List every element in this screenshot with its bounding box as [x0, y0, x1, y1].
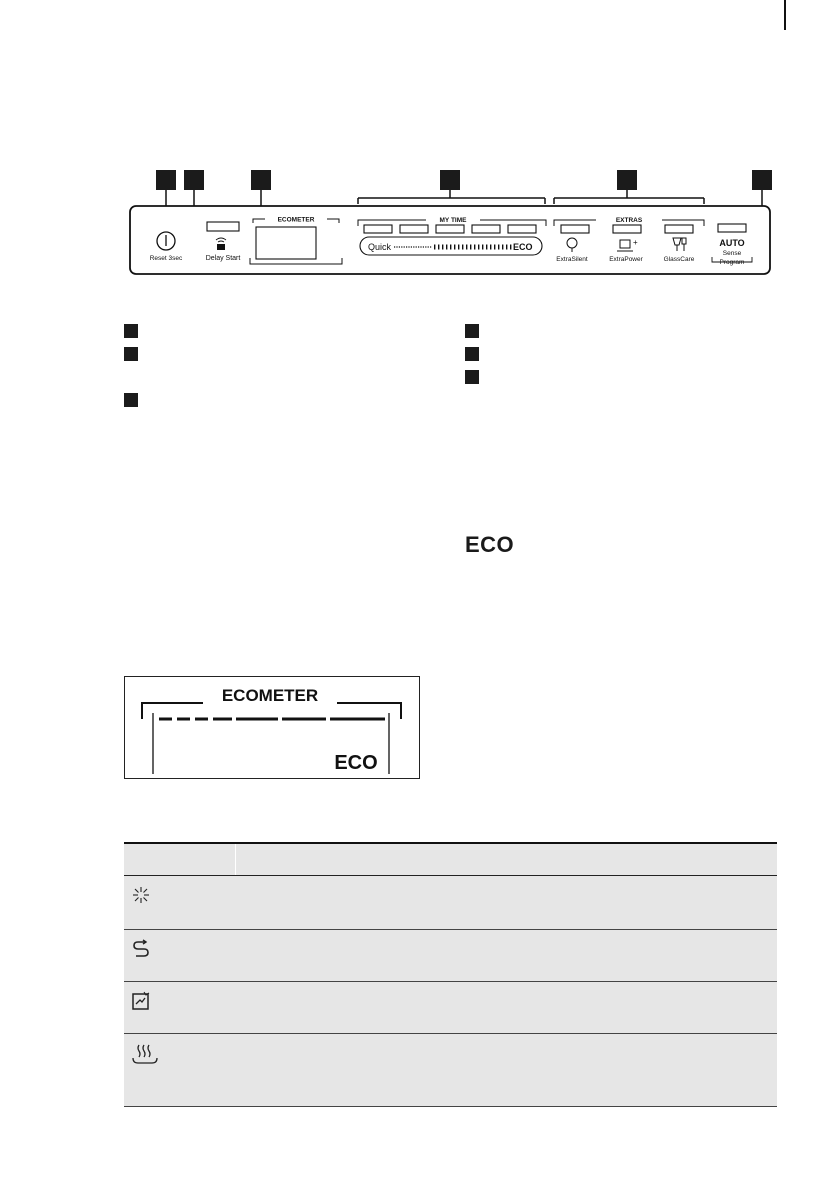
table-row [124, 982, 777, 1034]
reset-label: Reset 3sec [149, 255, 183, 262]
legend-marker-4 [465, 324, 479, 338]
extrasilent-label: ExtraSilent [556, 256, 588, 263]
rinse-aid-icon [130, 938, 152, 960]
callout-marker-5 [617, 170, 637, 190]
delay-start-icon [217, 244, 225, 250]
program-label: Program [719, 259, 745, 266]
drying-heat-icon [130, 1042, 160, 1066]
ecometer-panel-label: ECOMETER [277, 216, 315, 224]
table-row [124, 876, 777, 930]
callout-marker-2 [184, 170, 204, 190]
extrapower-label: ExtraPower [609, 256, 643, 263]
svg-text:+: + [633, 238, 638, 247]
sparkle-icon [130, 884, 152, 906]
ecometer-detail-figure [124, 676, 420, 779]
auto-label: AUTO [719, 238, 745, 248]
callout-marker-4 [440, 170, 460, 190]
ecometer-detail-title: ECOMETER [221, 686, 319, 705]
eco-heading: ECO [465, 532, 515, 557]
indicator-table [124, 842, 777, 1107]
legend-marker-6 [465, 370, 479, 384]
table-row [124, 930, 777, 982]
machine-care-icon [130, 990, 152, 1012]
mytime-label: MY TIME [439, 217, 467, 224]
slider-eco-label: ECO [513, 242, 533, 252]
callout-marker-3 [251, 170, 271, 190]
control-panel-diagram [120, 160, 780, 290]
legend-marker-2 [124, 347, 138, 361]
glasscare-label: GlassCare [663, 256, 695, 263]
table-row [124, 1034, 777, 1107]
legend-marker-5 [465, 347, 479, 361]
table-header [124, 842, 777, 876]
sense-label: Sense [722, 250, 742, 257]
quick-label: Quick [368, 242, 392, 252]
callout-marker-6 [752, 170, 772, 190]
page-edge-marker [784, 0, 786, 30]
callout-marker-1 [156, 170, 176, 190]
extras-label: EXTRAS [615, 217, 643, 224]
legend-marker-3 [124, 393, 138, 407]
legend-marker-1 [124, 324, 138, 338]
ecometer-detail-eco: ECO [334, 752, 378, 774]
delay-start-label: Delay Start [205, 255, 241, 262]
